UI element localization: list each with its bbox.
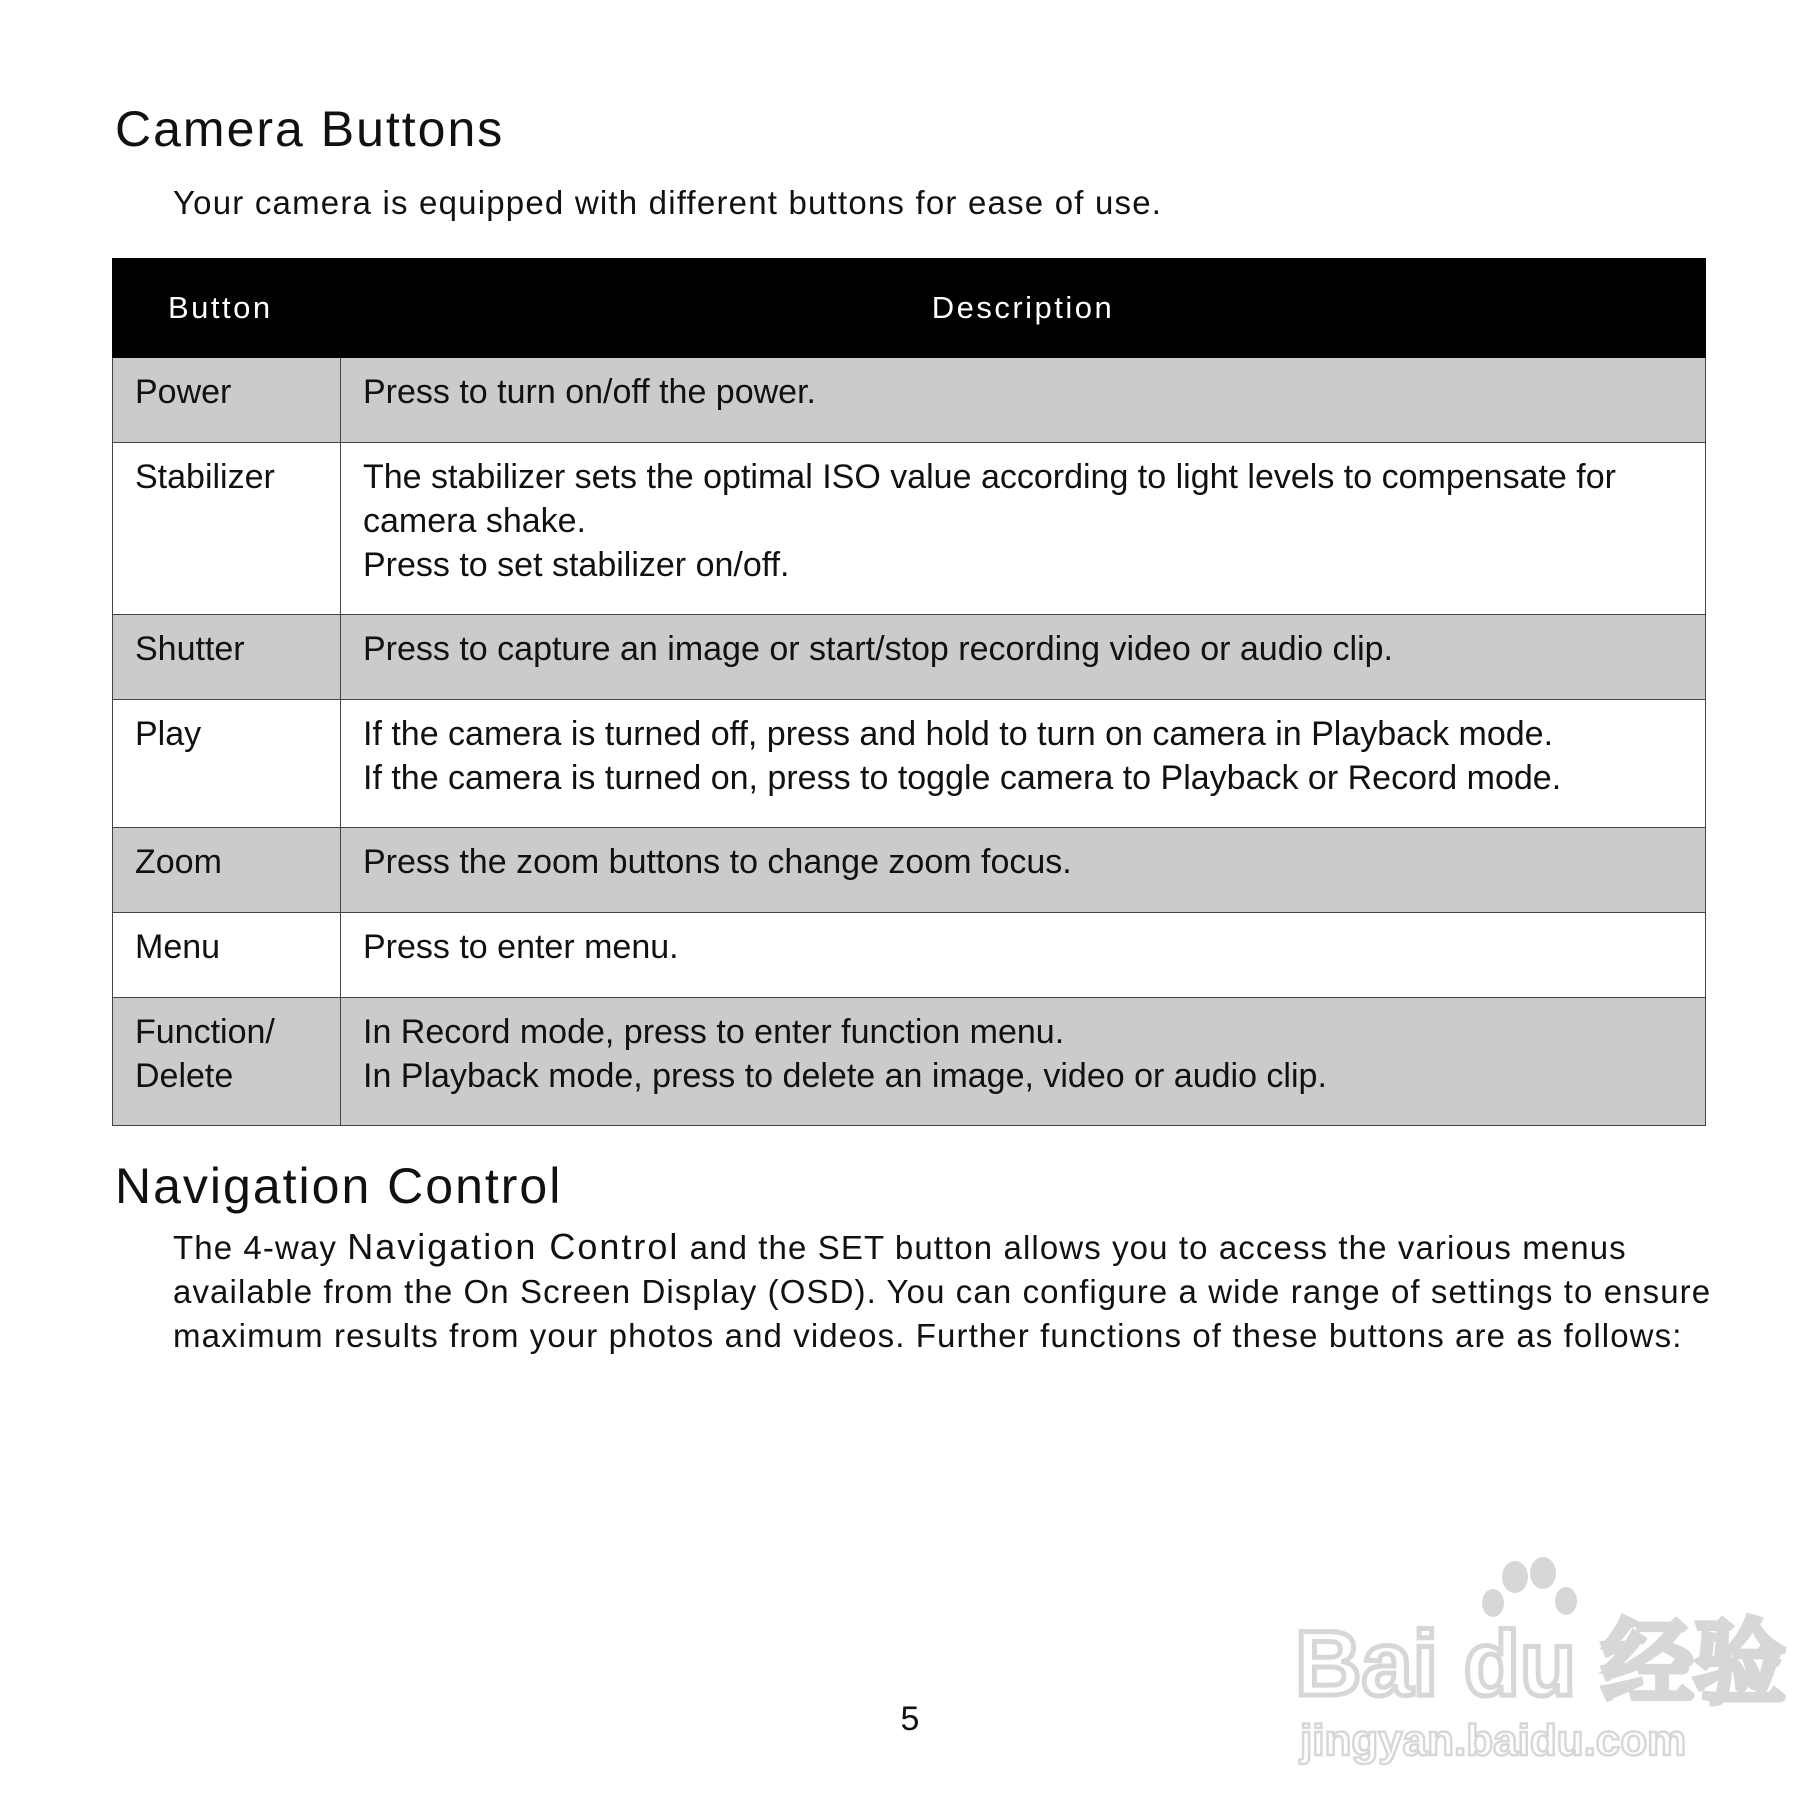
camera-buttons-intro: Your camera is equipped with different buttons for ease of use.: [173, 184, 1163, 221]
paw-icon: [1482, 1557, 1577, 1617]
table-row: [113, 443, 1706, 615]
description-line: Press to turn on/off the power.: [363, 373, 816, 411]
section-title-camera-buttons: Camera Buttons: [115, 101, 505, 157]
button-description: [341, 828, 1706, 913]
table-row: [113, 358, 1706, 443]
page-number: 5: [900, 1700, 920, 1738]
table-row: [113, 700, 1706, 828]
description-line: If the camera is turned off, press and hold to turn on camera in Playback mode.: [363, 715, 1554, 753]
watermark-brand: Bai du 经验: [1295, 1613, 1786, 1715]
nav-para-text: The 4-way: [173, 1229, 348, 1266]
table-row: [113, 828, 1706, 913]
description-line: Press the zoom buttons to change zoom focus.: [363, 843, 1072, 881]
nav-para-emphasis: Navigation Control: [347, 1226, 680, 1267]
header-button: Button: [113, 259, 341, 358]
baidu-jingyan-watermark: [1290, 1555, 1786, 1765]
button-description: [341, 358, 1706, 443]
button-name: Stabilizer: [113, 443, 341, 615]
button-name: Play: [113, 700, 341, 828]
description-line: Press to enter menu.: [363, 928, 679, 966]
watermark-url: jingyan.baidu.com: [1300, 1716, 1687, 1765]
description-line: Press to set stabilizer on/off.: [363, 546, 790, 584]
description-line: If the camera is turned on, press to toggle camera to Playback or Record mode.: [363, 759, 1562, 797]
button-name-line: Function/: [135, 1013, 275, 1051]
table-header-row: [113, 259, 1706, 358]
button-description: [341, 615, 1706, 700]
button-name: [113, 998, 341, 1126]
description-line: In Playback mode, press to delete an image, video or audio clip.: [363, 1057, 1327, 1095]
button-name: Shutter: [113, 615, 341, 700]
button-name: Zoom: [113, 828, 341, 913]
button-name-line: Delete: [135, 1057, 234, 1095]
button-description: [341, 998, 1706, 1126]
button-description: [341, 443, 1706, 615]
button-description: [341, 913, 1706, 998]
table-row: [113, 615, 1706, 700]
header-description: Description: [341, 259, 1706, 358]
nav-para-text: and the SET button allows you to access the various menus available from the On Screen Display (OSD). You can configure a wide range of settings to ensure maximum results from your photos and videos. Further functions of these buttons are as follows:: [173, 1229, 1712, 1354]
section-title-navigation-control: Navigation Control: [115, 1158, 563, 1214]
button-name: Menu: [113, 913, 341, 998]
button-description: [341, 700, 1706, 828]
button-name: Power: [113, 358, 341, 443]
buttons-table: [112, 258, 1706, 1126]
description-line: In Record mode, press to enter function menu.: [363, 1013, 1065, 1051]
description-line: Press to capture an image or start/stop recording video or audio clip.: [363, 630, 1393, 668]
description-line: The stabilizer sets the optimal ISO value according to light levels to compensate for camera shake.: [363, 458, 1616, 540]
table-row: [113, 998, 1706, 1126]
table-row: [113, 913, 1706, 998]
navigation-control-paragraph: [173, 1225, 1713, 1358]
